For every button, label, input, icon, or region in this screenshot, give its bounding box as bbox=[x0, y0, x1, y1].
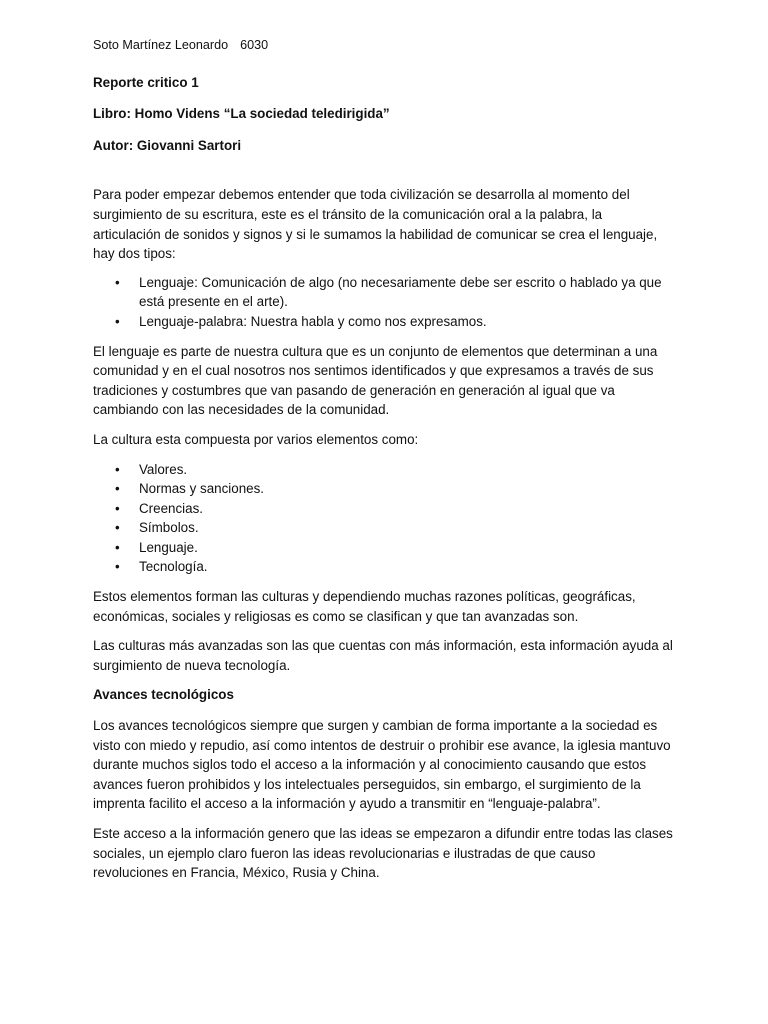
paragraph-culture: El lenguaje es parte de nuestra cultura que es un conjunto de elementos que determinan a una comunidad y en el cual nosotros nos sentimos identificados y que expresamos a través de sus tradiciones y costumbres que van pasando de generación en generación al igual que va cambiando con las necesidades de la comunidad. bbox=[93, 343, 658, 418]
paragraph-elements-intro: La cultura esta compuesta por varios elementos como: bbox=[93, 431, 419, 447]
list-item bbox=[115, 518, 673, 538]
list-item bbox=[115, 538, 673, 558]
list-item-text: Lenguaje. bbox=[139, 539, 198, 555]
list-item bbox=[115, 557, 673, 577]
bullet-icon: • bbox=[115, 461, 120, 477]
list-item bbox=[115, 479, 673, 499]
paragraph-ideas-spread: Este acceso a la información genero que las ideas se empezaron a difundir entre todas las clases sociales, un ejemplo claro fueron las ideas revolucionarias e ilustradas de que causo revoluciones en Francia, México, Rusia y China. bbox=[93, 826, 673, 881]
list-item-text: Valores. bbox=[139, 461, 188, 477]
bullet-icon: • bbox=[115, 559, 120, 575]
bullet-icon: • bbox=[115, 313, 120, 329]
bullet-icon: • bbox=[115, 539, 120, 555]
list-item bbox=[115, 460, 673, 480]
spacer bbox=[93, 167, 673, 185]
book-title: Libro: Homo Videns “La sociedad teledirigida” bbox=[93, 106, 390, 122]
list-item-text: Lenguaje-palabra: Nuestra habla y como nos expresamos. bbox=[139, 313, 487, 329]
student-name: Soto Martínez Leonardo bbox=[93, 38, 229, 52]
list-item-text: Creencias. bbox=[139, 500, 204, 516]
bullet-icon: • bbox=[115, 481, 120, 497]
list-item-text: Normas y sanciones. bbox=[139, 481, 265, 497]
paragraph-intro: Para poder empezar debemos entender que toda civilización se desarrolla al momento del surgimiento de su escritura, este es el tránsito de la comunicación oral a la palabra, la articulación de sonidos y signos y si le sumamos la habilidad de comunicar se crea el lenguaje, hay dos tipos: bbox=[93, 187, 658, 262]
culture-elements-list bbox=[93, 460, 673, 578]
bullet-icon: • bbox=[115, 520, 120, 536]
document-page bbox=[93, 36, 673, 893]
list-item bbox=[115, 499, 673, 519]
bullet-icon: • bbox=[115, 500, 120, 516]
paragraph-classification: Estos elementos forman las culturas y dependiendo muchas razones políticas, geográficas, económicas, sociales y religiosas es como se clasifican y que tan avanzadas son. bbox=[93, 589, 636, 624]
paragraph-advanced-cultures: Las culturas más avanzadas son las que cuentas con más información, esta información ayuda al surgimiento de nueva tecnología. bbox=[93, 638, 673, 673]
student-code: 6030 bbox=[240, 38, 269, 52]
paragraph-tech-advances: Los avances tecnológicos siempre que surgen y cambian de forma importante a la sociedad es visto con miedo y repudio, así como intentos de destruir o prohibir ese avance, la iglesia mantuvo durante muchos siglos todo el acceso a la información y al conocimiento causando que estos avances fueron prohibidos y los intelectuales perseguidos, sin embargo, el surgimiento de la imprenta facilito el acceso a la información y ayudo a transmitir en “lenguaje-palabra”. bbox=[93, 718, 671, 812]
book-author: Autor: Giovanni Sartori bbox=[93, 137, 242, 153]
list-item-text: Símbolos. bbox=[139, 520, 199, 536]
bullet-icon: • bbox=[115, 274, 120, 290]
list-item-text: Tecnología. bbox=[139, 559, 208, 575]
language-types-list bbox=[93, 273, 673, 332]
list-item bbox=[115, 312, 673, 332]
author-header bbox=[93, 36, 673, 56]
list-item bbox=[115, 273, 673, 312]
list-item-text: Lenguaje: Comunicación de algo (no necesariamente debe ser escrito o hablado ya que está presente en el arte). bbox=[139, 274, 662, 310]
section-heading: Avances tecnológicos bbox=[93, 687, 234, 703]
report-title: Reporte critico 1 bbox=[93, 74, 199, 90]
